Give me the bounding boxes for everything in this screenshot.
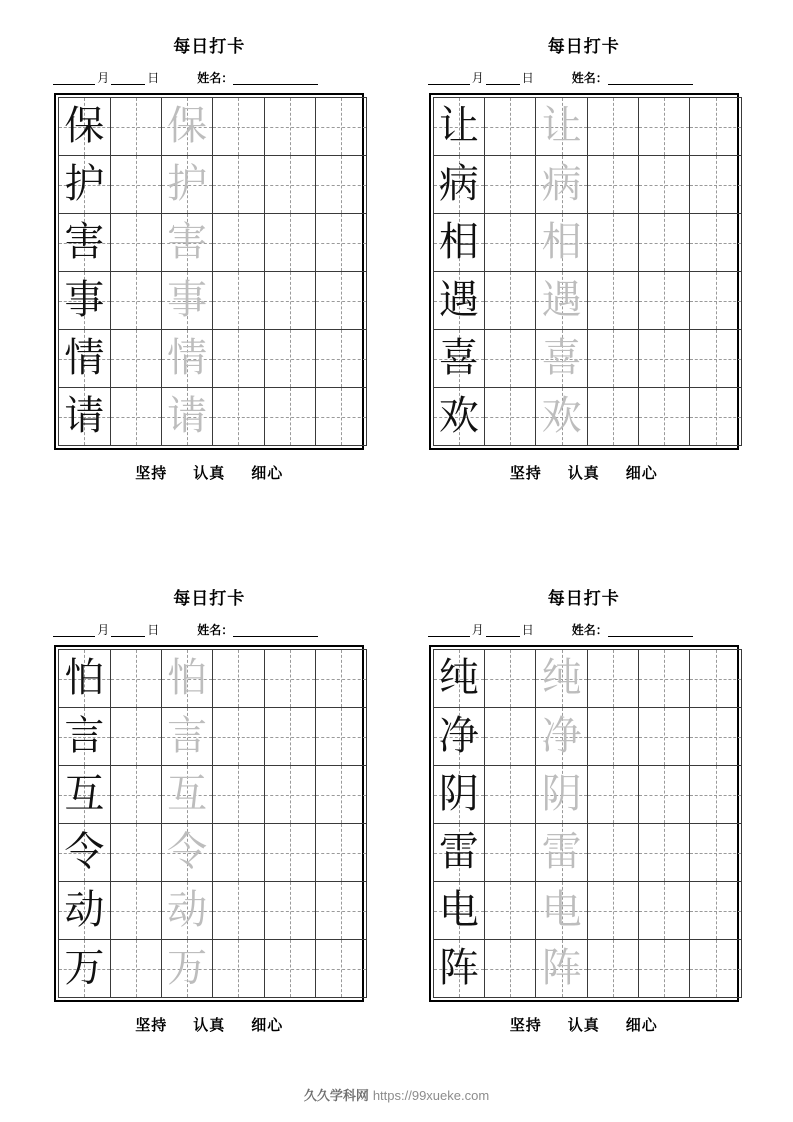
model-character: 互 [64, 771, 105, 817]
grid-cell-blank[interactable] [264, 940, 315, 998]
grid-cell-blank[interactable] [213, 824, 264, 882]
character-grid-box [54, 645, 364, 1002]
day-label: 日 [147, 623, 160, 637]
grid-cell-model[interactable] [59, 940, 110, 998]
trace-character: 遇 [541, 277, 582, 323]
grid-cell-model[interactable] [59, 214, 110, 272]
grid-cell-blank[interactable] [110, 388, 161, 446]
model-character: 喜 [438, 335, 479, 381]
grid-cell-blank[interactable] [315, 330, 366, 388]
trace-character: 事 [167, 277, 208, 323]
grid-cell-blank[interactable] [213, 650, 264, 708]
model-character: 怕 [64, 655, 105, 701]
month-label: 月 [97, 623, 110, 637]
card-meta-row [49, 619, 369, 637]
grid-cell-blank[interactable] [690, 156, 741, 214]
model-character: 令 [64, 829, 105, 875]
card-meta-row [424, 619, 744, 637]
footer-word-persist: 坚持 [509, 466, 542, 482]
grid-cell-blank[interactable] [264, 214, 315, 272]
grid-cell-blank[interactable] [213, 272, 264, 330]
character-grid [58, 97, 367, 446]
grid-cell-blank[interactable] [485, 214, 536, 272]
grid-cell-trace[interactable] [161, 650, 212, 708]
practice-card [22, 18, 397, 570]
table-row [59, 766, 367, 824]
trace-character: 言 [167, 713, 208, 759]
grid-cell-blank[interactable] [110, 824, 161, 882]
trace-character: 护 [167, 161, 208, 207]
grid-cell-blank[interactable] [639, 388, 690, 446]
grid-cell-blank[interactable] [587, 214, 638, 272]
grid-cell-trace[interactable] [536, 940, 587, 998]
grid-cell-blank[interactable] [639, 882, 690, 940]
card-title: 每日打卡 [173, 37, 246, 56]
watermark-url: https://99xueke.com [372, 1088, 490, 1103]
model-character: 害 [64, 219, 105, 265]
character-grid [58, 649, 367, 998]
grid-cell-blank[interactable] [639, 940, 690, 998]
grid-cell-trace[interactable] [161, 156, 212, 214]
table-row [433, 708, 741, 766]
month-blank[interactable] [428, 73, 470, 85]
trace-character: 相 [541, 219, 582, 265]
table-row [433, 156, 741, 214]
trace-character: 情 [167, 335, 208, 381]
grid-cell-blank[interactable] [315, 98, 366, 156]
card-footer [49, 462, 369, 483]
grid-cell-blank[interactable] [485, 388, 536, 446]
model-character: 遇 [438, 277, 479, 323]
model-character: 电 [438, 887, 479, 933]
grid-cell-blank[interactable] [110, 650, 161, 708]
grid-cell-model[interactable] [59, 650, 110, 708]
grid-cell-blank[interactable] [315, 708, 366, 766]
footer-word-careful: 细心 [625, 466, 658, 482]
model-character: 阵 [438, 945, 479, 991]
grid-cell-blank[interactable] [587, 940, 638, 998]
model-character: 动 [64, 887, 105, 933]
table-row [59, 330, 367, 388]
month-label: 月 [471, 623, 484, 637]
grid-cell-model[interactable] [433, 214, 484, 272]
model-character: 净 [438, 713, 479, 759]
grid-cell-trace[interactable] [536, 708, 587, 766]
grid-cell-blank[interactable] [485, 650, 536, 708]
footer-word-careful: 细心 [251, 1018, 284, 1034]
grid-cell-blank[interactable] [315, 214, 366, 272]
grid-cell-blank[interactable] [264, 156, 315, 214]
model-character: 欢 [438, 393, 479, 439]
grid-cell-blank[interactable] [110, 214, 161, 272]
grid-cell-trace[interactable] [161, 940, 212, 998]
grid-cell-blank[interactable] [485, 940, 536, 998]
grid-cell-blank[interactable] [587, 388, 638, 446]
trace-character: 怕 [167, 655, 208, 701]
grid-cell-model[interactable] [59, 388, 110, 446]
table-row [433, 272, 741, 330]
grid-cell-model[interactable] [59, 272, 110, 330]
grid-cell-blank[interactable] [213, 708, 264, 766]
grid-cell-blank[interactable] [110, 708, 161, 766]
name-label: 姓名： [571, 623, 608, 637]
footer-word-serious: 认真 [567, 1018, 600, 1034]
trace-character: 请 [167, 393, 208, 439]
grid-cell-model[interactable] [433, 824, 484, 882]
grid-cell-trace[interactable] [161, 708, 212, 766]
trace-character: 雷 [541, 829, 582, 875]
grid-cell-blank[interactable] [690, 766, 741, 824]
footer-word-careful: 细心 [625, 1018, 658, 1034]
grid-cell-blank[interactable] [264, 330, 315, 388]
grid-cell-blank[interactable] [264, 98, 315, 156]
name-label: 姓名： [571, 71, 608, 85]
grid-cell-blank[interactable] [587, 156, 638, 214]
grid-cell-blank[interactable] [264, 766, 315, 824]
grid-cell-blank[interactable] [690, 330, 741, 388]
grid-cell-blank[interactable] [639, 156, 690, 214]
grid-cell-blank[interactable] [213, 156, 264, 214]
trace-character: 动 [167, 887, 208, 933]
month-blank[interactable] [53, 73, 95, 85]
day-label: 日 [521, 71, 534, 85]
trace-character: 纯 [541, 655, 582, 701]
grid-cell-trace[interactable] [536, 388, 587, 446]
footer-word-persist: 坚持 [135, 1018, 168, 1034]
card-footer [49, 1014, 369, 1035]
table-row [59, 272, 367, 330]
grid-cell-blank[interactable] [485, 272, 536, 330]
table-row [59, 156, 367, 214]
grid-cell-blank[interactable] [264, 272, 315, 330]
table-row [59, 388, 367, 446]
card-meta-row [424, 67, 744, 85]
grid-cell-trace[interactable] [536, 98, 587, 156]
day-blank[interactable] [111, 73, 145, 85]
grid-cell-trace[interactable] [161, 766, 212, 824]
trace-character: 阵 [541, 945, 582, 991]
grid-cell-blank[interactable] [639, 708, 690, 766]
card-title: 每日打卡 [173, 589, 246, 608]
grid-cell-blank[interactable] [485, 156, 536, 214]
card-title: 每日打卡 [547, 589, 620, 608]
grid-cell-blank[interactable] [485, 708, 536, 766]
grid-cell-blank[interactable] [315, 650, 366, 708]
trace-character: 喜 [541, 335, 582, 381]
grid-cell-trace[interactable] [536, 214, 587, 272]
grid-cell-blank[interactable] [587, 824, 638, 882]
table-row [433, 98, 741, 156]
grid-cell-trace[interactable] [536, 272, 587, 330]
grid-cell-blank[interactable] [485, 824, 536, 882]
grid-cell-blank[interactable] [213, 388, 264, 446]
grid-cell-model[interactable] [433, 882, 484, 940]
month-blank[interactable] [428, 625, 470, 637]
card-meta-row [49, 67, 369, 85]
grid-cell-blank[interactable] [485, 98, 536, 156]
grid-cell-blank[interactable] [587, 650, 638, 708]
grid-cell-trace[interactable] [161, 214, 212, 272]
table-row [59, 650, 367, 708]
grid-cell-model[interactable] [433, 388, 484, 446]
grid-cell-blank[interactable] [315, 824, 366, 882]
grid-cell-model[interactable] [433, 650, 484, 708]
day-blank[interactable] [486, 625, 520, 637]
grid-cell-blank[interactable] [587, 708, 638, 766]
table-row [433, 650, 741, 708]
trace-character: 令 [167, 829, 208, 875]
grid-cell-blank[interactable] [587, 272, 638, 330]
watermark-logo: 久久学科网 [303, 1088, 369, 1103]
footer-word-serious: 认真 [567, 466, 600, 482]
grid-cell-model[interactable] [433, 330, 484, 388]
grid-cell-trace[interactable] [161, 98, 212, 156]
model-character: 让 [438, 103, 479, 149]
card-footer [424, 1014, 744, 1035]
grid-cell-blank[interactable] [110, 766, 161, 824]
grid-cell-blank[interactable] [485, 766, 536, 824]
trace-character: 保 [167, 103, 208, 149]
grid-cell-blank[interactable] [110, 272, 161, 330]
practice-card [22, 570, 397, 1122]
grid-cell-model[interactable] [59, 824, 110, 882]
trace-character: 害 [167, 219, 208, 265]
footer-word-careful: 细心 [251, 466, 284, 482]
grid-cell-model[interactable] [59, 708, 110, 766]
grid-cell-trace[interactable] [161, 882, 212, 940]
grid-cell-trace[interactable] [161, 330, 212, 388]
grid-cell-blank[interactable] [639, 272, 690, 330]
model-character: 护 [64, 161, 105, 207]
table-row [433, 766, 741, 824]
grid-cell-blank[interactable] [213, 330, 264, 388]
name-blank[interactable] [608, 73, 693, 85]
watermark [0, 1085, 793, 1104]
grid-cell-blank[interactable] [690, 98, 741, 156]
grid-cell-trace[interactable] [536, 824, 587, 882]
footer-word-persist: 坚持 [509, 1018, 542, 1034]
trace-character: 欢 [541, 393, 582, 439]
table-row [59, 214, 367, 272]
grid-cell-blank[interactable] [213, 882, 264, 940]
grid-cell-blank[interactable] [690, 940, 741, 998]
trace-character: 让 [541, 103, 582, 149]
month-blank[interactable] [53, 625, 95, 637]
model-character: 万 [64, 945, 105, 991]
name-blank[interactable] [233, 625, 318, 637]
table-row [433, 824, 741, 882]
grid-cell-blank[interactable] [315, 272, 366, 330]
grid-cell-trace[interactable] [536, 882, 587, 940]
footer-word-serious: 认真 [193, 1018, 226, 1034]
month-label: 月 [97, 71, 110, 85]
grid-cell-model[interactable] [59, 330, 110, 388]
grid-cell-blank[interactable] [110, 330, 161, 388]
model-character: 雷 [438, 829, 479, 875]
grid-cell-blank[interactable] [639, 98, 690, 156]
grid-cell-blank[interactable] [690, 272, 741, 330]
model-character: 病 [438, 161, 479, 207]
grid-cell-blank[interactable] [315, 766, 366, 824]
grid-cell-blank[interactable] [690, 650, 741, 708]
trace-character: 阴 [541, 771, 582, 817]
grid-cell-blank[interactable] [639, 766, 690, 824]
grid-cell-trace[interactable] [536, 330, 587, 388]
grid-cell-blank[interactable] [315, 882, 366, 940]
grid-cell-blank[interactable] [110, 156, 161, 214]
character-grid-box [429, 93, 739, 450]
table-row [433, 940, 741, 998]
day-blank[interactable] [111, 625, 145, 637]
grid-cell-blank[interactable] [587, 882, 638, 940]
trace-character: 净 [541, 713, 582, 759]
day-blank[interactable] [486, 73, 520, 85]
footer-word-persist: 坚持 [135, 466, 168, 482]
name-blank[interactable] [608, 625, 693, 637]
model-character: 言 [64, 713, 105, 759]
grid-cell-blank[interactable] [690, 708, 741, 766]
model-character: 情 [64, 335, 105, 381]
model-character: 纯 [438, 655, 479, 701]
grid-cell-model[interactable] [59, 882, 110, 940]
table-row [433, 330, 741, 388]
grid-cell-model[interactable] [433, 272, 484, 330]
model-character: 保 [64, 103, 105, 149]
grid-cell-model[interactable] [433, 156, 484, 214]
grid-cell-blank[interactable] [315, 156, 366, 214]
grid-cell-blank[interactable] [639, 824, 690, 882]
model-character: 请 [64, 393, 105, 439]
grid-cell-model[interactable] [59, 98, 110, 156]
grid-cell-blank[interactable] [587, 330, 638, 388]
trace-character: 电 [541, 887, 582, 933]
table-row [433, 214, 741, 272]
card-footer [424, 462, 744, 483]
grid-cell-blank[interactable] [485, 882, 536, 940]
footer-word-serious: 认真 [193, 466, 226, 482]
grid-cell-model[interactable] [433, 940, 484, 998]
trace-character: 病 [541, 161, 582, 207]
table-row [59, 98, 367, 156]
character-grid [433, 649, 742, 998]
character-grid-box [429, 645, 739, 1002]
grid-cell-blank[interactable] [690, 882, 741, 940]
grid-cell-blank[interactable] [264, 882, 315, 940]
grid-cell-blank[interactable] [639, 214, 690, 272]
grid-cell-blank[interactable] [264, 708, 315, 766]
grid-cell-blank[interactable] [213, 766, 264, 824]
grid-cell-blank[interactable] [690, 214, 741, 272]
grid-cell-blank[interactable] [639, 330, 690, 388]
grid-cell-blank[interactable] [110, 882, 161, 940]
grid-cell-blank[interactable] [213, 940, 264, 998]
card-title: 每日打卡 [547, 37, 620, 56]
table-row [59, 824, 367, 882]
grid-cell-trace[interactable] [161, 824, 212, 882]
model-character: 阴 [438, 771, 479, 817]
grid-cell-blank[interactable] [110, 98, 161, 156]
grid-cell-blank[interactable] [315, 940, 366, 998]
day-label: 日 [521, 623, 534, 637]
grid-cell-blank[interactable] [639, 650, 690, 708]
table-row [59, 708, 367, 766]
grid-cell-trace[interactable] [161, 272, 212, 330]
grid-cell-blank[interactable] [690, 388, 741, 446]
grid-cell-model[interactable] [59, 766, 110, 824]
model-character: 事 [64, 277, 105, 323]
character-grid [433, 97, 742, 446]
month-label: 月 [471, 71, 484, 85]
table-row [59, 882, 367, 940]
grid-cell-model[interactable] [433, 98, 484, 156]
grid-cell-blank[interactable] [264, 824, 315, 882]
day-label: 日 [147, 71, 160, 85]
grid-cell-blank[interactable] [587, 766, 638, 824]
name-label: 姓名： [197, 71, 234, 85]
practice-card [397, 18, 772, 570]
grid-cell-trace[interactable] [536, 766, 587, 824]
table-row [59, 940, 367, 998]
grid-cell-blank[interactable] [315, 388, 366, 446]
practice-card [397, 570, 772, 1122]
grid-cell-blank[interactable] [485, 330, 536, 388]
grid-cell-blank[interactable] [264, 650, 315, 708]
table-row [433, 882, 741, 940]
name-label: 姓名： [197, 623, 234, 637]
grid-cell-blank[interactable] [110, 940, 161, 998]
grid-cell-blank[interactable] [213, 98, 264, 156]
trace-character: 万 [167, 945, 208, 991]
grid-cell-blank[interactable] [587, 98, 638, 156]
table-row [433, 388, 741, 446]
grid-cell-model[interactable] [433, 766, 484, 824]
model-character: 相 [438, 219, 479, 265]
grid-cell-model[interactable] [59, 156, 110, 214]
grid-cell-blank[interactable] [213, 214, 264, 272]
grid-cell-trace[interactable] [161, 388, 212, 446]
character-grid-box [54, 93, 364, 450]
grid-cell-trace[interactable] [536, 650, 587, 708]
name-blank[interactable] [233, 73, 318, 85]
grid-cell-blank[interactable] [690, 824, 741, 882]
trace-character: 互 [167, 771, 208, 817]
grid-cell-blank[interactable] [264, 388, 315, 446]
grid-cell-trace[interactable] [536, 156, 587, 214]
grid-cell-model[interactable] [433, 708, 484, 766]
